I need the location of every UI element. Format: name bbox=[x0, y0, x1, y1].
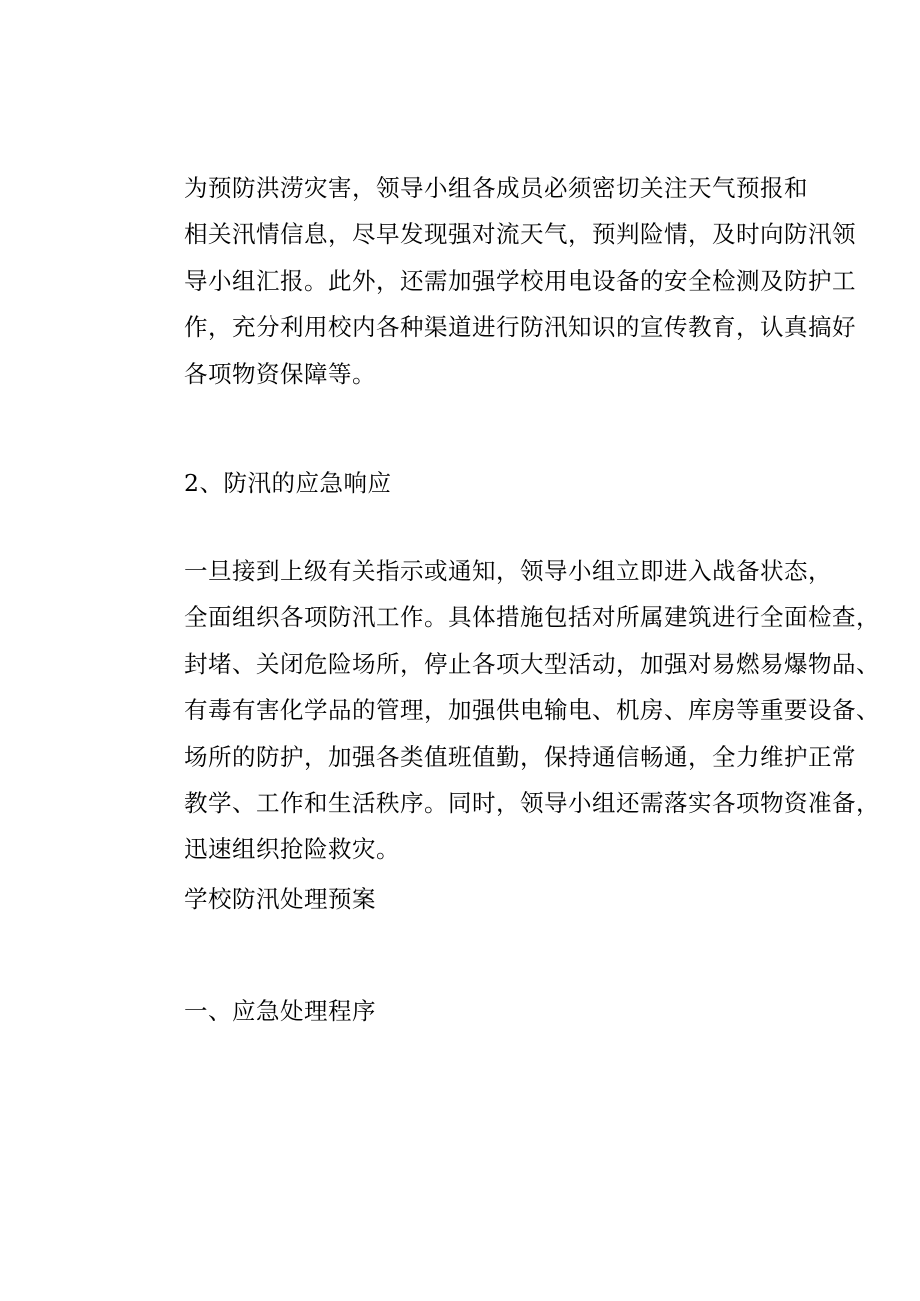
section-heading-school-flood-plan: 学校防汛处理预案 bbox=[184, 885, 376, 913]
paragraph-line: 有毒有害化学品的管理，加强供电输电、机房、库房等重要设备、 bbox=[184, 696, 880, 725]
paragraph-line: 封堵、关闭危险场所，停止各项大型活动，加强对易燃易爆物品、 bbox=[184, 649, 880, 678]
paragraph-line: 作，充分利用校内各种渠道进行防汛知识的宣传教育，认真搞好 bbox=[184, 313, 856, 342]
paragraph-line: 一旦接到上级有关指示或通知，领导小组立即进入战备状态， bbox=[184, 557, 832, 585]
paragraph-line: 为预防洪涝灾害，领导小组各成员必须密切关注天气预报和 bbox=[184, 174, 808, 202]
paragraph-flood-prevention bbox=[137, 165, 856, 397]
paragraph-line: 迅速组织抢险救灾。 bbox=[184, 835, 400, 864]
section-heading-emergency-response: 2、防汛的应急响应 bbox=[184, 469, 392, 497]
paragraph-line: 各项物资保障等。 bbox=[184, 359, 376, 388]
paragraph-line: 相关汛情信息，尽早发现强对流天气，预判险情，及时向防汛领 bbox=[184, 220, 856, 249]
paragraph-line: 全面组织各项防汛工作。具体措施包括对所属建筑进行全面检查， bbox=[184, 603, 880, 632]
paragraph-emergency-response bbox=[137, 548, 880, 873]
paragraph-line: 教学、工作和生活秩序。同时，领导小组还需落实各项物资准备， bbox=[184, 789, 880, 818]
paragraph-line: 场所的防护，加强各类值班值勤，保持通信畅通，全力维护正常 bbox=[184, 742, 856, 771]
paragraph-line: 导小组汇报。此外，还需加强学校用电设备的安全检测及防护工 bbox=[184, 266, 856, 295]
section-heading-emergency-procedure: 一、应急处理程序 bbox=[184, 997, 376, 1025]
